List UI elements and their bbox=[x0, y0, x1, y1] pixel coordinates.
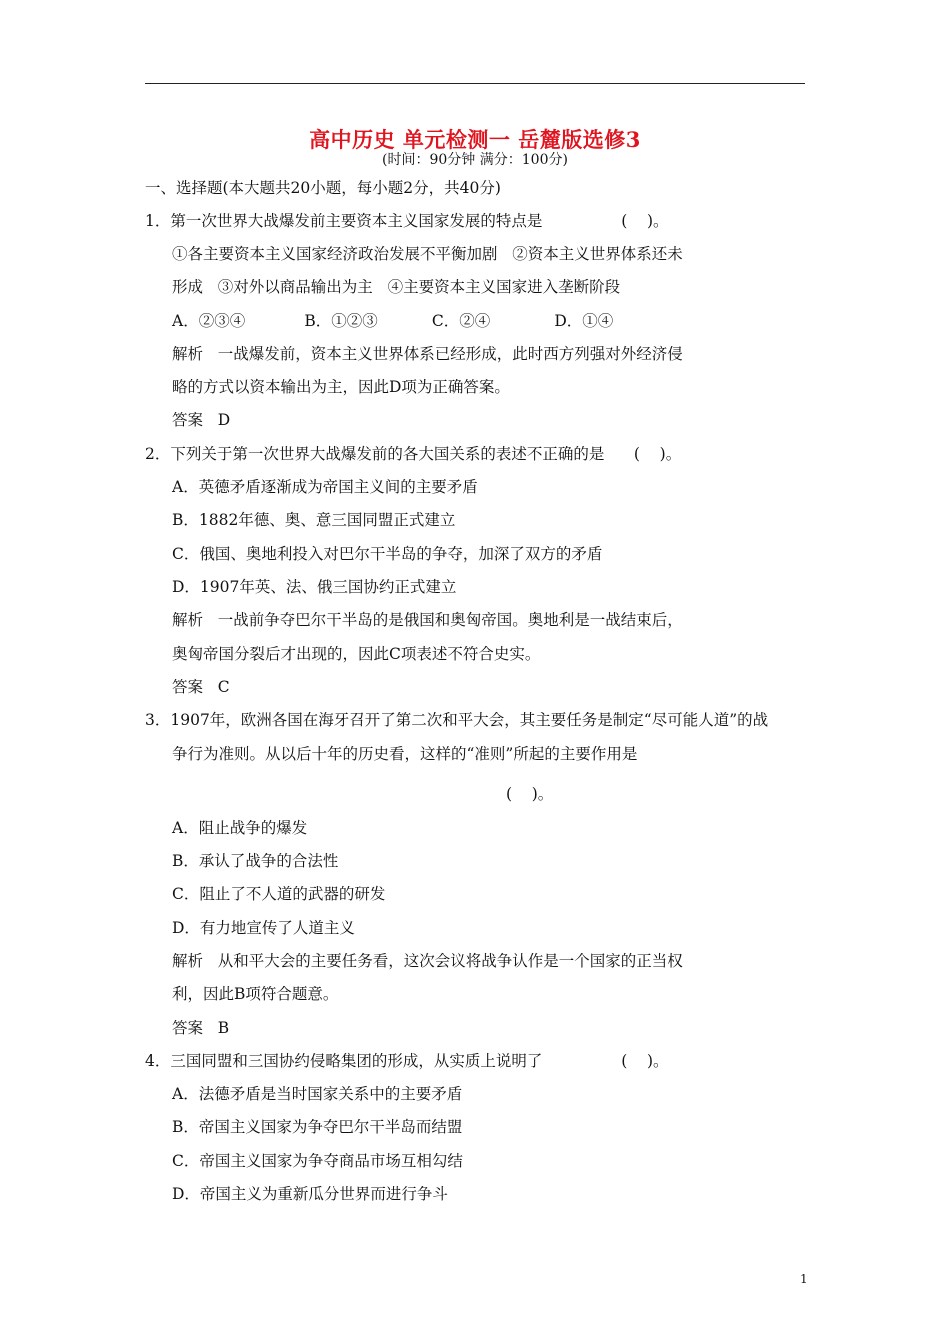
page-number: 1 bbox=[800, 1272, 808, 1286]
question-1-analysis: 略的方式以资本输出为主，因此D项为正确答案。 bbox=[172, 378, 510, 396]
question-2-option-d: D．1907年英、法、俄三国协约正式建立 bbox=[172, 578, 457, 596]
document-subtitle: (时间：90分钟 满分：100分) bbox=[382, 152, 568, 168]
question-3-blank: ( )。 bbox=[506, 785, 554, 803]
question-3-option-a: A．阻止战争的爆发 bbox=[172, 819, 308, 837]
question-1-analysis: 解析 一战爆发前，资本主义世界体系已经形成，此时西方列强对外经济侵 bbox=[172, 345, 683, 363]
question-1-stem-line: 形成 ③对外以商品输出为主 ④主要资本主义国家进入垄断阶段 bbox=[172, 278, 621, 296]
question-1-stem-line: ①各主要资本主义国家经济政治发展不平衡加剧 ②资本主义世界体系还未 bbox=[172, 245, 683, 263]
question-2-option-a: A．英德矛盾逐渐成为帝国主义间的主要矛盾 bbox=[172, 478, 478, 496]
question-2-analysis: 奥匈帝国分裂后才出现的，因此C项表述不符合史实。 bbox=[172, 645, 541, 663]
question-3-option-d: D．有力地宣传了人道主义 bbox=[172, 919, 355, 937]
question-4-option-c: C．帝国主义国家为争夺商品市场互相勾结 bbox=[172, 1152, 463, 1170]
question-4-option-b: B．帝国主义国家为争夺巴尔干半岛而结盟 bbox=[172, 1118, 463, 1136]
question-3-option-b: B．承认了战争的合法性 bbox=[172, 852, 339, 870]
question-4-option-d: D．帝国主义为重新瓜分世界而进行争斗 bbox=[172, 1185, 448, 1203]
question-2-stem: 2．下列关于第一次世界大战爆发前的各大国关系的表述不正确的是 ( )。 bbox=[145, 445, 682, 463]
question-2-answer: 答案 C bbox=[172, 678, 230, 696]
question-3-stem: 3．1907年，欧洲各国在海牙召开了第二次和平大会，其主要任务是制定“尽可能人道”的战 bbox=[145, 711, 769, 729]
document-title: 高中历史 单元检测一 岳麓版选修3 bbox=[309, 127, 641, 152]
question-4-option-a: A．法德矛盾是当时国家关系中的主要矛盾 bbox=[172, 1085, 463, 1103]
question-3-answer: 答案 B bbox=[172, 1019, 230, 1037]
header-rule bbox=[145, 83, 805, 84]
question-1-options: A．②③④ B．①②③ C．②④ D．①④ bbox=[172, 312, 614, 330]
question-1-answer: 答案 D bbox=[172, 411, 231, 429]
question-2-analysis: 解析 一战前争夺巴尔干半岛的是俄国和奥匈帝国。奥地利是一战结束后， bbox=[172, 611, 683, 629]
question-4-stem: 4．三国同盟和三国协约侵略集团的形成，从实质上说明了 ( )。 bbox=[145, 1052, 669, 1070]
question-2-option-c: C．俄国、奥地利投入对巴尔干半岛的争夺，加深了双方的矛盾 bbox=[172, 545, 603, 563]
question-1-stem: 1．第一次世界大战爆发前主要资本主义国家发展的特点是 ( )。 bbox=[145, 212, 669, 230]
question-2-option-b: B．1882年德、奥、意三国同盟正式建立 bbox=[172, 511, 456, 529]
question-3-analysis: 利，因此B项符合题意。 bbox=[172, 985, 339, 1003]
question-3-stem-line: 争行为准则。从以后十年的历史看，这样的“准则”所起的主要作用是 bbox=[172, 745, 638, 763]
question-3-option-c: C．阻止了不人道的武器的研发 bbox=[172, 885, 386, 903]
question-3-analysis: 解析 从和平大会的主要任务看，这次会议将战争认作是一个国家的正当权 bbox=[172, 952, 683, 970]
section-heading: 一、选择题(本大题共20小题，每小题2分，共40分) bbox=[145, 179, 501, 197]
